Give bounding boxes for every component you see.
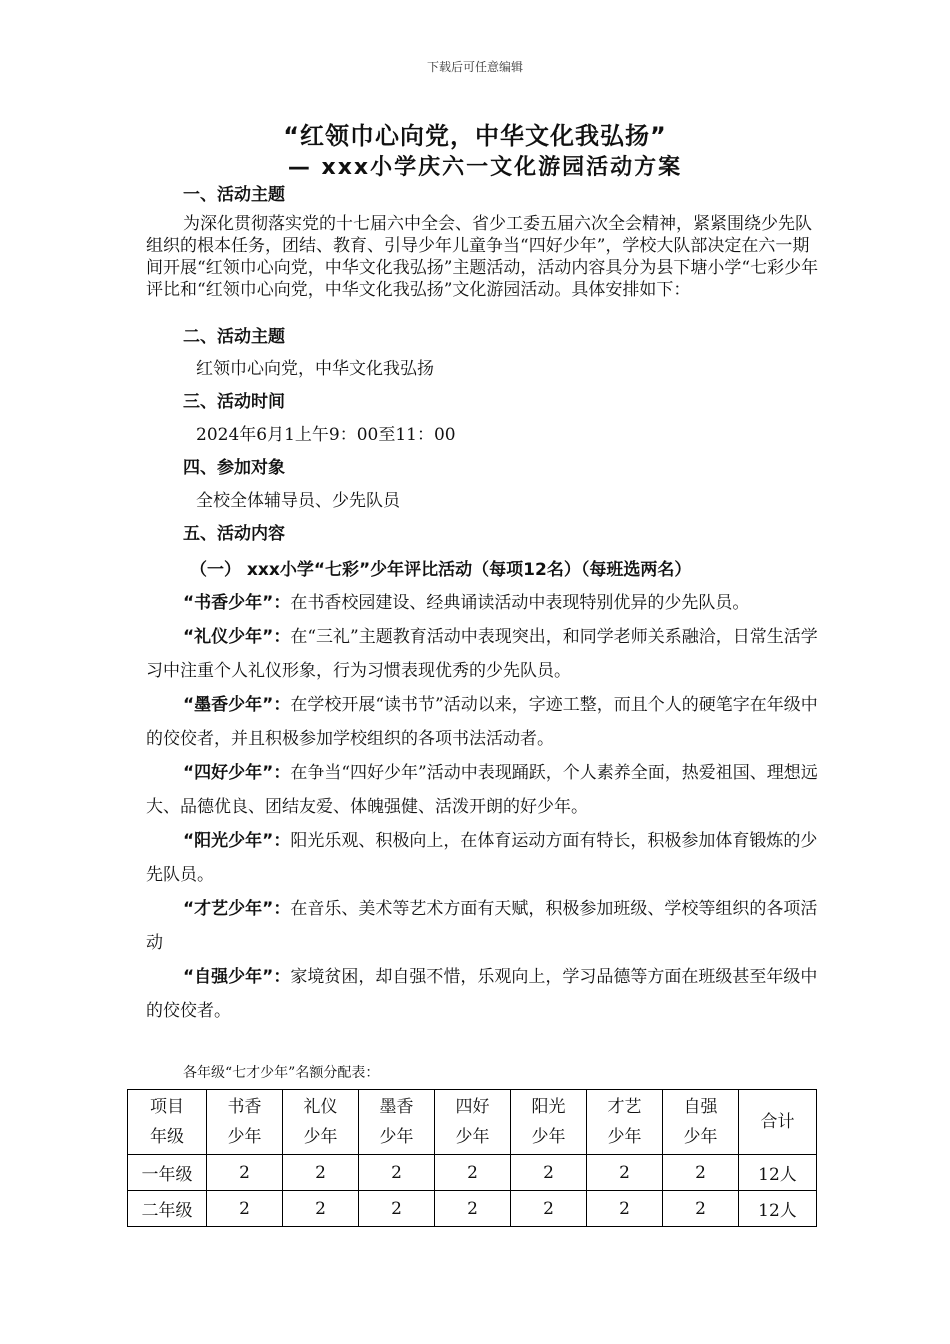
header-cell (663, 1090, 739, 1155)
award-desc: 阳光乐观、积极向上，在体育运动方面有特长，积极参加体育锻炼的少先队员。 (146, 831, 818, 885)
section-heading-1: 一、活动主题 (183, 185, 285, 205)
document-title: “红领巾心向党，中华文化我弘扬” (283, 122, 667, 150)
header-line: 合计 (760, 1112, 795, 1132)
table-cell: 2 (359, 1191, 435, 1227)
header-note: 下载后可任意编辑 (426, 60, 523, 74)
section-text-2: 红领巾心向党，中华文化我弘扬 (196, 359, 434, 379)
section-text-1-body: 为深化贯彻落实党的十七届六中全会、省少工委五届六次全会精神，紧紧围绕少先队组织的根本任务，团结、教育、引导少年儿童争当“四好少年”，学校大队部决定在六一期间开展“红领巾心向党，中华文化我弘扬”主题活动，活动内容具分为县下塘小学“七彩少年评比和“红领巾心向党，中华文化我弘扬”文化游园活动。具体安排如下： (146, 214, 819, 300)
header-line: 墨香 (379, 1097, 414, 1117)
quota-table (127, 1089, 817, 1227)
header-cell (359, 1090, 435, 1155)
header-line: 少年 (683, 1127, 718, 1147)
award-item-2 (146, 620, 826, 688)
header-line: 阳光 (531, 1097, 566, 1117)
award-item-6 (146, 892, 826, 960)
header-line: 少年 (303, 1127, 338, 1147)
award-name: “礼仪少年”： (183, 627, 291, 647)
table-caption: 各年级“七才少年”名额分配表： (183, 1065, 380, 1081)
header-cell (283, 1090, 359, 1155)
table-cell: 2 (663, 1155, 739, 1191)
table-header-row (128, 1090, 817, 1155)
award-name: “四好少年”： (183, 763, 291, 783)
table-cell: 2 (587, 1155, 663, 1191)
award-desc: 在“三礼”主题教育活动中表现突出，和同学老师关系融洽，日常生活学习中注重个人礼仪形象，行为习惯表现优秀的少先队员。 (146, 627, 818, 681)
table-row (128, 1155, 817, 1191)
table-cell: 二年级 (128, 1191, 207, 1227)
award-item-3 (146, 688, 826, 756)
table-cell: 2 (283, 1155, 359, 1191)
header-line: 年级 (150, 1127, 184, 1147)
table-cell: 2 (663, 1191, 739, 1227)
header-line: 项目 (150, 1097, 184, 1117)
table-cell: 12人 (739, 1155, 817, 1191)
header-line: 少年 (531, 1127, 566, 1147)
award-name: “才艺少年”： (183, 899, 291, 919)
table-cell: 2 (511, 1155, 587, 1191)
section-subheading-5-1: （一） xxx小学“七彩”少年评比活动（每项12名）（每班选两名） (190, 560, 692, 580)
table-cell: 2 (435, 1191, 511, 1227)
section-text-4: 全校全体辅导员、少先队员 (196, 491, 400, 511)
award-item-1 (146, 586, 826, 620)
award-desc: 在音乐、美术等艺术方面有天赋，积极参加班级、学校等组织的各项活动 (146, 899, 818, 953)
award-item-7 (146, 960, 826, 1028)
header-line: 自强 (683, 1097, 718, 1117)
section-heading-2: 二、活动主题 (183, 327, 285, 347)
header-cell (207, 1090, 283, 1155)
award-name: “墨香少年”： (183, 695, 291, 715)
header-line: 少年 (227, 1127, 262, 1147)
award-list (146, 586, 826, 1028)
header-line: 四好 (455, 1097, 490, 1117)
header-cell (587, 1090, 663, 1155)
award-desc: 在书香校园建设、经典诵读活动中表现特别优异的少先队员。 (290, 593, 750, 613)
header-cell (435, 1090, 511, 1155)
section-text-1 (146, 213, 826, 301)
award-name: “自强少年”： (183, 967, 291, 987)
header-cell (511, 1090, 587, 1155)
table-cell: 12人 (739, 1191, 817, 1227)
table-cell: 2 (359, 1155, 435, 1191)
header-line: 少年 (379, 1127, 414, 1147)
table-cell: 2 (435, 1155, 511, 1191)
table-cell: 2 (207, 1155, 283, 1191)
award-item-5 (146, 824, 826, 892)
header-line: 礼仪 (303, 1097, 338, 1117)
section-text-3: 2024年6月1上午9：00至11：00 (196, 425, 456, 445)
table-cell: 2 (587, 1191, 663, 1227)
header-cell-project-grade (128, 1090, 207, 1155)
table-cell: 2 (511, 1191, 587, 1227)
award-desc: 在争当“四好少年”活动中表现踊跃，个人素养全面，热爱祖国、理想远大、品德优良、团结友爱、体魄强健、活泼开朗的好少年。 (146, 763, 818, 817)
section-heading-4: 四、参加对象 (183, 458, 285, 478)
header-line: 书香 (227, 1097, 262, 1117)
header-line: 少年 (607, 1127, 642, 1147)
section-heading-5: 五、活动内容 (183, 524, 285, 544)
header-line: 才艺 (607, 1097, 642, 1117)
award-name: “阳光少年”： (183, 831, 291, 851)
section-heading-3: 三、活动时间 (183, 392, 285, 412)
award-name: “书香少年”： (183, 593, 291, 613)
award-desc: 在学校开展“读书节”活动以来，字迹工整，而且个人的硬笔字在年级中的佼佼者，并且积极参加学校组织的各项书法活动者。 (146, 695, 818, 749)
table-cell: 2 (283, 1191, 359, 1227)
table-cell: 一年级 (128, 1155, 207, 1191)
table-row (128, 1191, 817, 1227)
table-cell: 2 (207, 1191, 283, 1227)
header-line: 少年 (455, 1127, 490, 1147)
award-desc: 家境贫困，却自强不惜，乐观向上，学习品德等方面在班级甚至年级中的佼佼者。 (146, 967, 818, 1021)
document-subtitle: — xxx小学庆六一文化游园活动方案 (287, 155, 683, 180)
award-item-4 (146, 756, 826, 824)
header-cell-total (739, 1090, 817, 1155)
